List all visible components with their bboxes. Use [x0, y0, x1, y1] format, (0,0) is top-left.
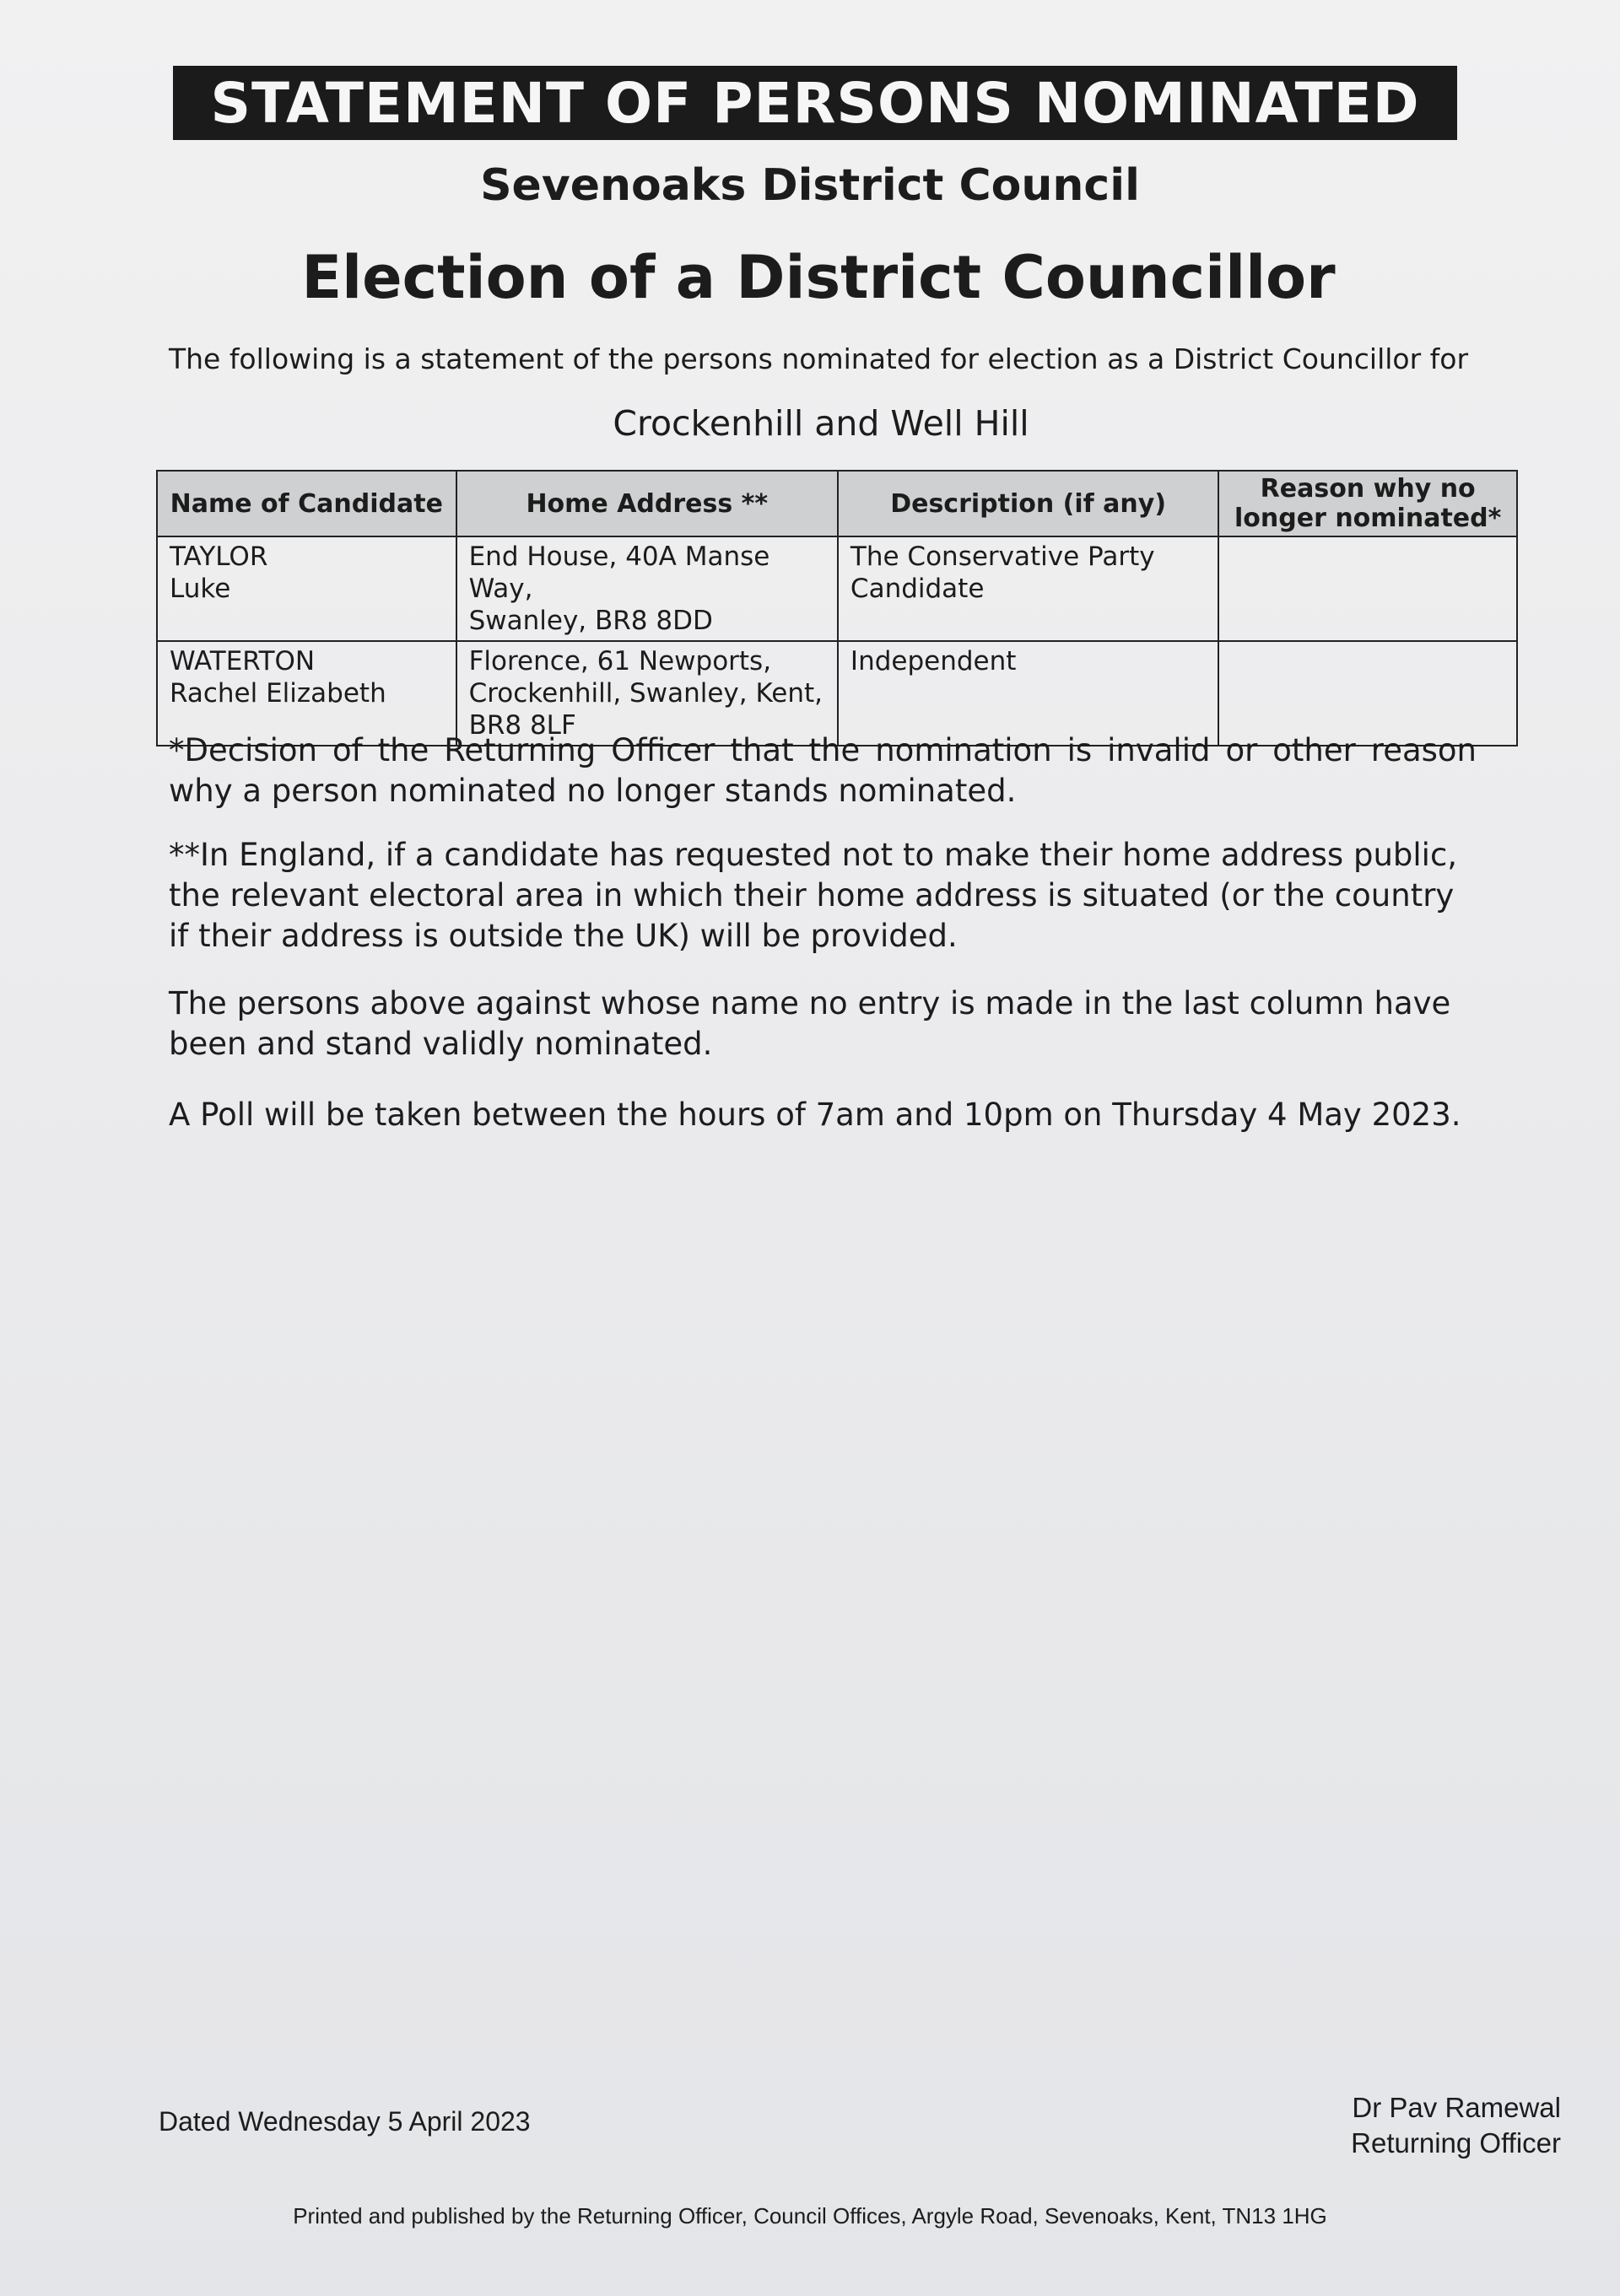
- ward-name: Crockenhill and Well Hill: [613, 403, 1029, 444]
- col-header-description: Description (if any): [838, 471, 1218, 536]
- candidate-reason-cell: [1218, 536, 1517, 641]
- poll-statement: A Poll will be taken between the hours of 7am and 10pm on Thursday 4 May 2023.: [169, 1097, 1461, 1133]
- officer-name: Dr Pav Ramewal: [1352, 2092, 1561, 2123]
- description-line: Independent: [850, 646, 1017, 676]
- signatory-block: [1223, 2090, 1561, 2161]
- address-line: Florence, 61 Newports,: [468, 646, 772, 676]
- address-line: Crockenhill, Swanley, Kent,: [468, 678, 823, 709]
- candidates-table: [156, 470, 1518, 746]
- address-line: Swanley, BR8 8DD: [468, 606, 713, 636]
- candidate-name-cell: [157, 536, 456, 641]
- candidate-surname: TAYLOR: [170, 542, 268, 572]
- officer-title: Returning Officer: [1351, 2127, 1561, 2159]
- address-footnote: **In England, if a candidate has requested not to make their home address public, the relevant electoral area in which their home address is situated (or the country if their address is outside the UK) will be provided.: [169, 837, 1458, 954]
- decision-footnote: *Decision of the Returning Officer that the nomination is invalid or other reason why a person nominated no longer stands nominated.: [169, 732, 1477, 809]
- imprint-line: Printed and published by the Returning Officer, Council Offices, Argyle Road, Sevenoaks, Kent, TN13 1HG: [293, 2203, 1327, 2229]
- description-line: The Conservative Party: [850, 542, 1155, 572]
- council-name: Sevenoaks District Council: [480, 160, 1140, 211]
- col-header-address: Home Address **: [456, 471, 838, 536]
- election-title: Election of a District Councillor: [301, 243, 1336, 312]
- table-row: [157, 536, 1517, 641]
- candidate-surname: WATERTON: [170, 646, 316, 676]
- address-line: End House, 40A Manse Way,: [468, 542, 770, 604]
- col-header-reason: Reason why no longer nominated*: [1218, 471, 1517, 536]
- intro-text: The following is a statement of the persons nominated for election as a District Councillor for: [168, 342, 1469, 375]
- date-line: Dated Wednesday 5 April 2023: [159, 2106, 531, 2137]
- col-header-name: Name of Candidate: [157, 471, 456, 536]
- candidate-address-cell: [456, 536, 838, 641]
- candidate-description-cell: [838, 536, 1218, 641]
- description-line: Candidate: [850, 574, 985, 604]
- candidate-forenames: Luke: [170, 574, 231, 604]
- address-line: BR8 8LF: [468, 710, 576, 741]
- notice-banner: STATEMENT OF PERSONS NOMINATED: [173, 66, 1457, 140]
- table-header-row: [157, 471, 1517, 536]
- candidate-forenames: Rachel Elizabeth: [170, 678, 386, 709]
- validity-statement: The persons above against whose name no entry is made in the last column have been and stand validly nominated.: [169, 985, 1451, 1062]
